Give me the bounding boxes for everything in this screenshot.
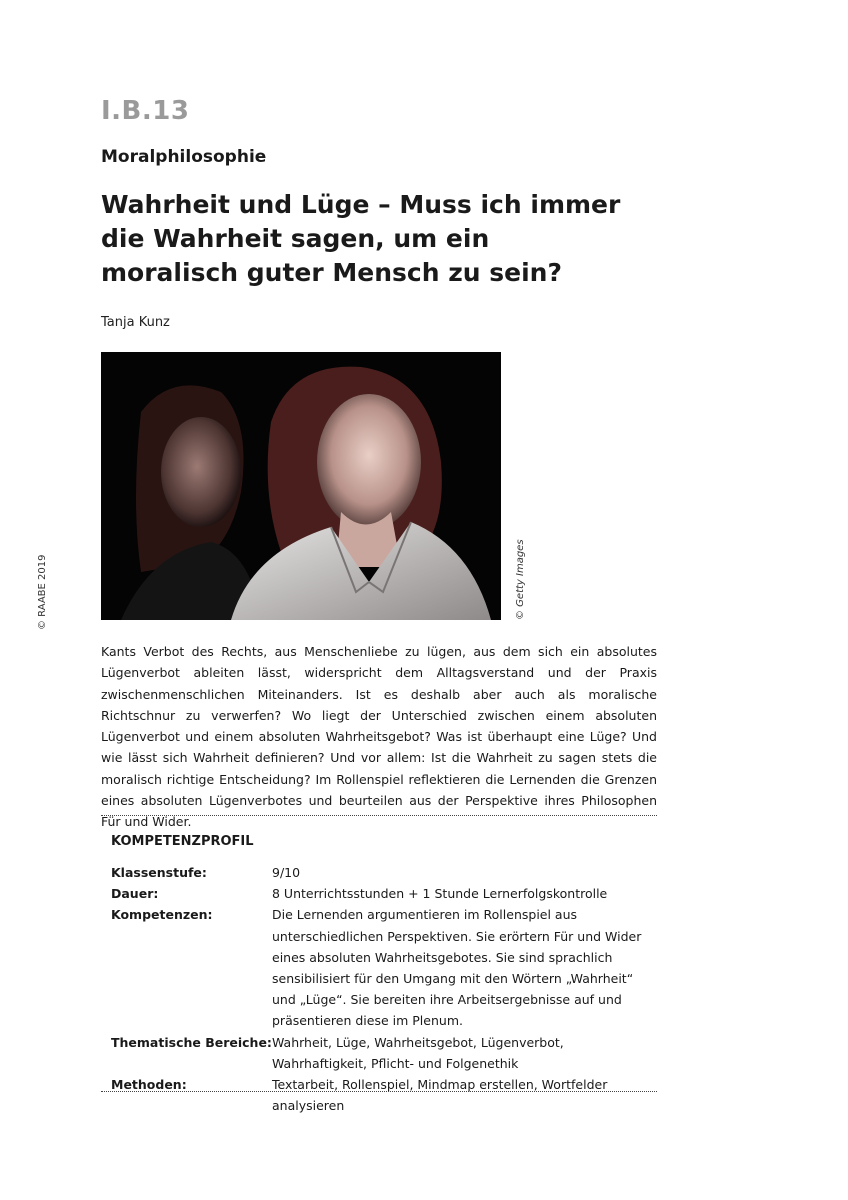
competence-profile-table xyxy=(111,862,651,1116)
cover-photo-illustration xyxy=(101,352,501,620)
competence-profile-heading: KOMPETENZPROFIL xyxy=(111,834,254,849)
image-credit: © Getty Images xyxy=(515,539,526,620)
divider-bottom xyxy=(101,1091,657,1092)
table-row xyxy=(111,1032,651,1074)
intro-paragraph: Kants Verbot des Rechts, aus Menschenliebe zu lügen, aus dem sich ein absolutes Lügenverbot ableiten lässt, widerspricht dem Alltagsverstand und der Praxis zwischenmenschlichen Miteinanders. Ist es deshalb aber auch als moralische Richtschnur zu verwerfen? Wo liegt der Unterschied zwischen einem absoluten Lügenverbot und einem absoluten Wahrheitsgebot? Was ist überhaupt eine Lüge? Und wie lässt sich Wahrheit definieren? Und vor allem: Ist die Wahrheit zu sagen stets die moralisch richtige Entscheidung? Im Rollenspiel reflektieren die Lernenden die Grenzen eines absoluten Lügenverbotes und beurteilen aus der Perspektive ihres Philosophen Für und Wider. xyxy=(101,644,657,830)
subject-label: Moralphilosophie xyxy=(101,147,267,167)
row-value: 8 Unterrichtsstunden + 1 Stunde Lernerfolgskontrolle xyxy=(272,886,608,902)
series-number: I.B.13 xyxy=(101,96,190,126)
author-name: Tanja Kunz xyxy=(101,315,170,330)
row-value: Wahrheit, Lüge, Wahrheitsgebot, Lügenverbot, Wahrhaftigkeit, Pflicht- und Folgenethik xyxy=(272,1034,564,1071)
table-row xyxy=(111,1074,651,1116)
copyright-note: © RAABE 2019 xyxy=(37,554,48,630)
row-value: Die Lernenden argumentieren im Rollenspiel aus unterschiedlichen Perspektiven. Sie erörtern Für und Wider eines absoluten Wahrheitsgebotes. Sie sind sprachlich sensibilisiert für den Umgang mit den Wörtern „Wahrheit“ und „Lüge“. Sie bereiten ihre Arbeitsergebnisse auf und präsentieren diese im Plenum. xyxy=(272,907,642,1029)
table-row xyxy=(111,862,651,883)
row-label: Kompetenzen: xyxy=(111,907,213,923)
table-row xyxy=(111,904,651,1031)
row-label: Dauer: xyxy=(111,886,159,902)
table-row xyxy=(111,883,651,904)
page-title: Wahrheit und Lüge – Muss ich immer die Wahrheit sagen, um ein moralisch guter Mensch zu sein? xyxy=(101,190,621,287)
row-label: Methoden: xyxy=(111,1077,187,1093)
row-label: Klassenstufe: xyxy=(111,865,207,880)
row-label: Thematische Bereiche: xyxy=(111,1034,272,1050)
row-value: Textarbeit, Rollenspiel, Mindmap erstellen, Wortfelder analysieren xyxy=(272,1077,608,1114)
divider-top xyxy=(101,815,657,816)
cover-photo xyxy=(101,352,501,620)
row-value: 9/10 xyxy=(272,865,301,880)
